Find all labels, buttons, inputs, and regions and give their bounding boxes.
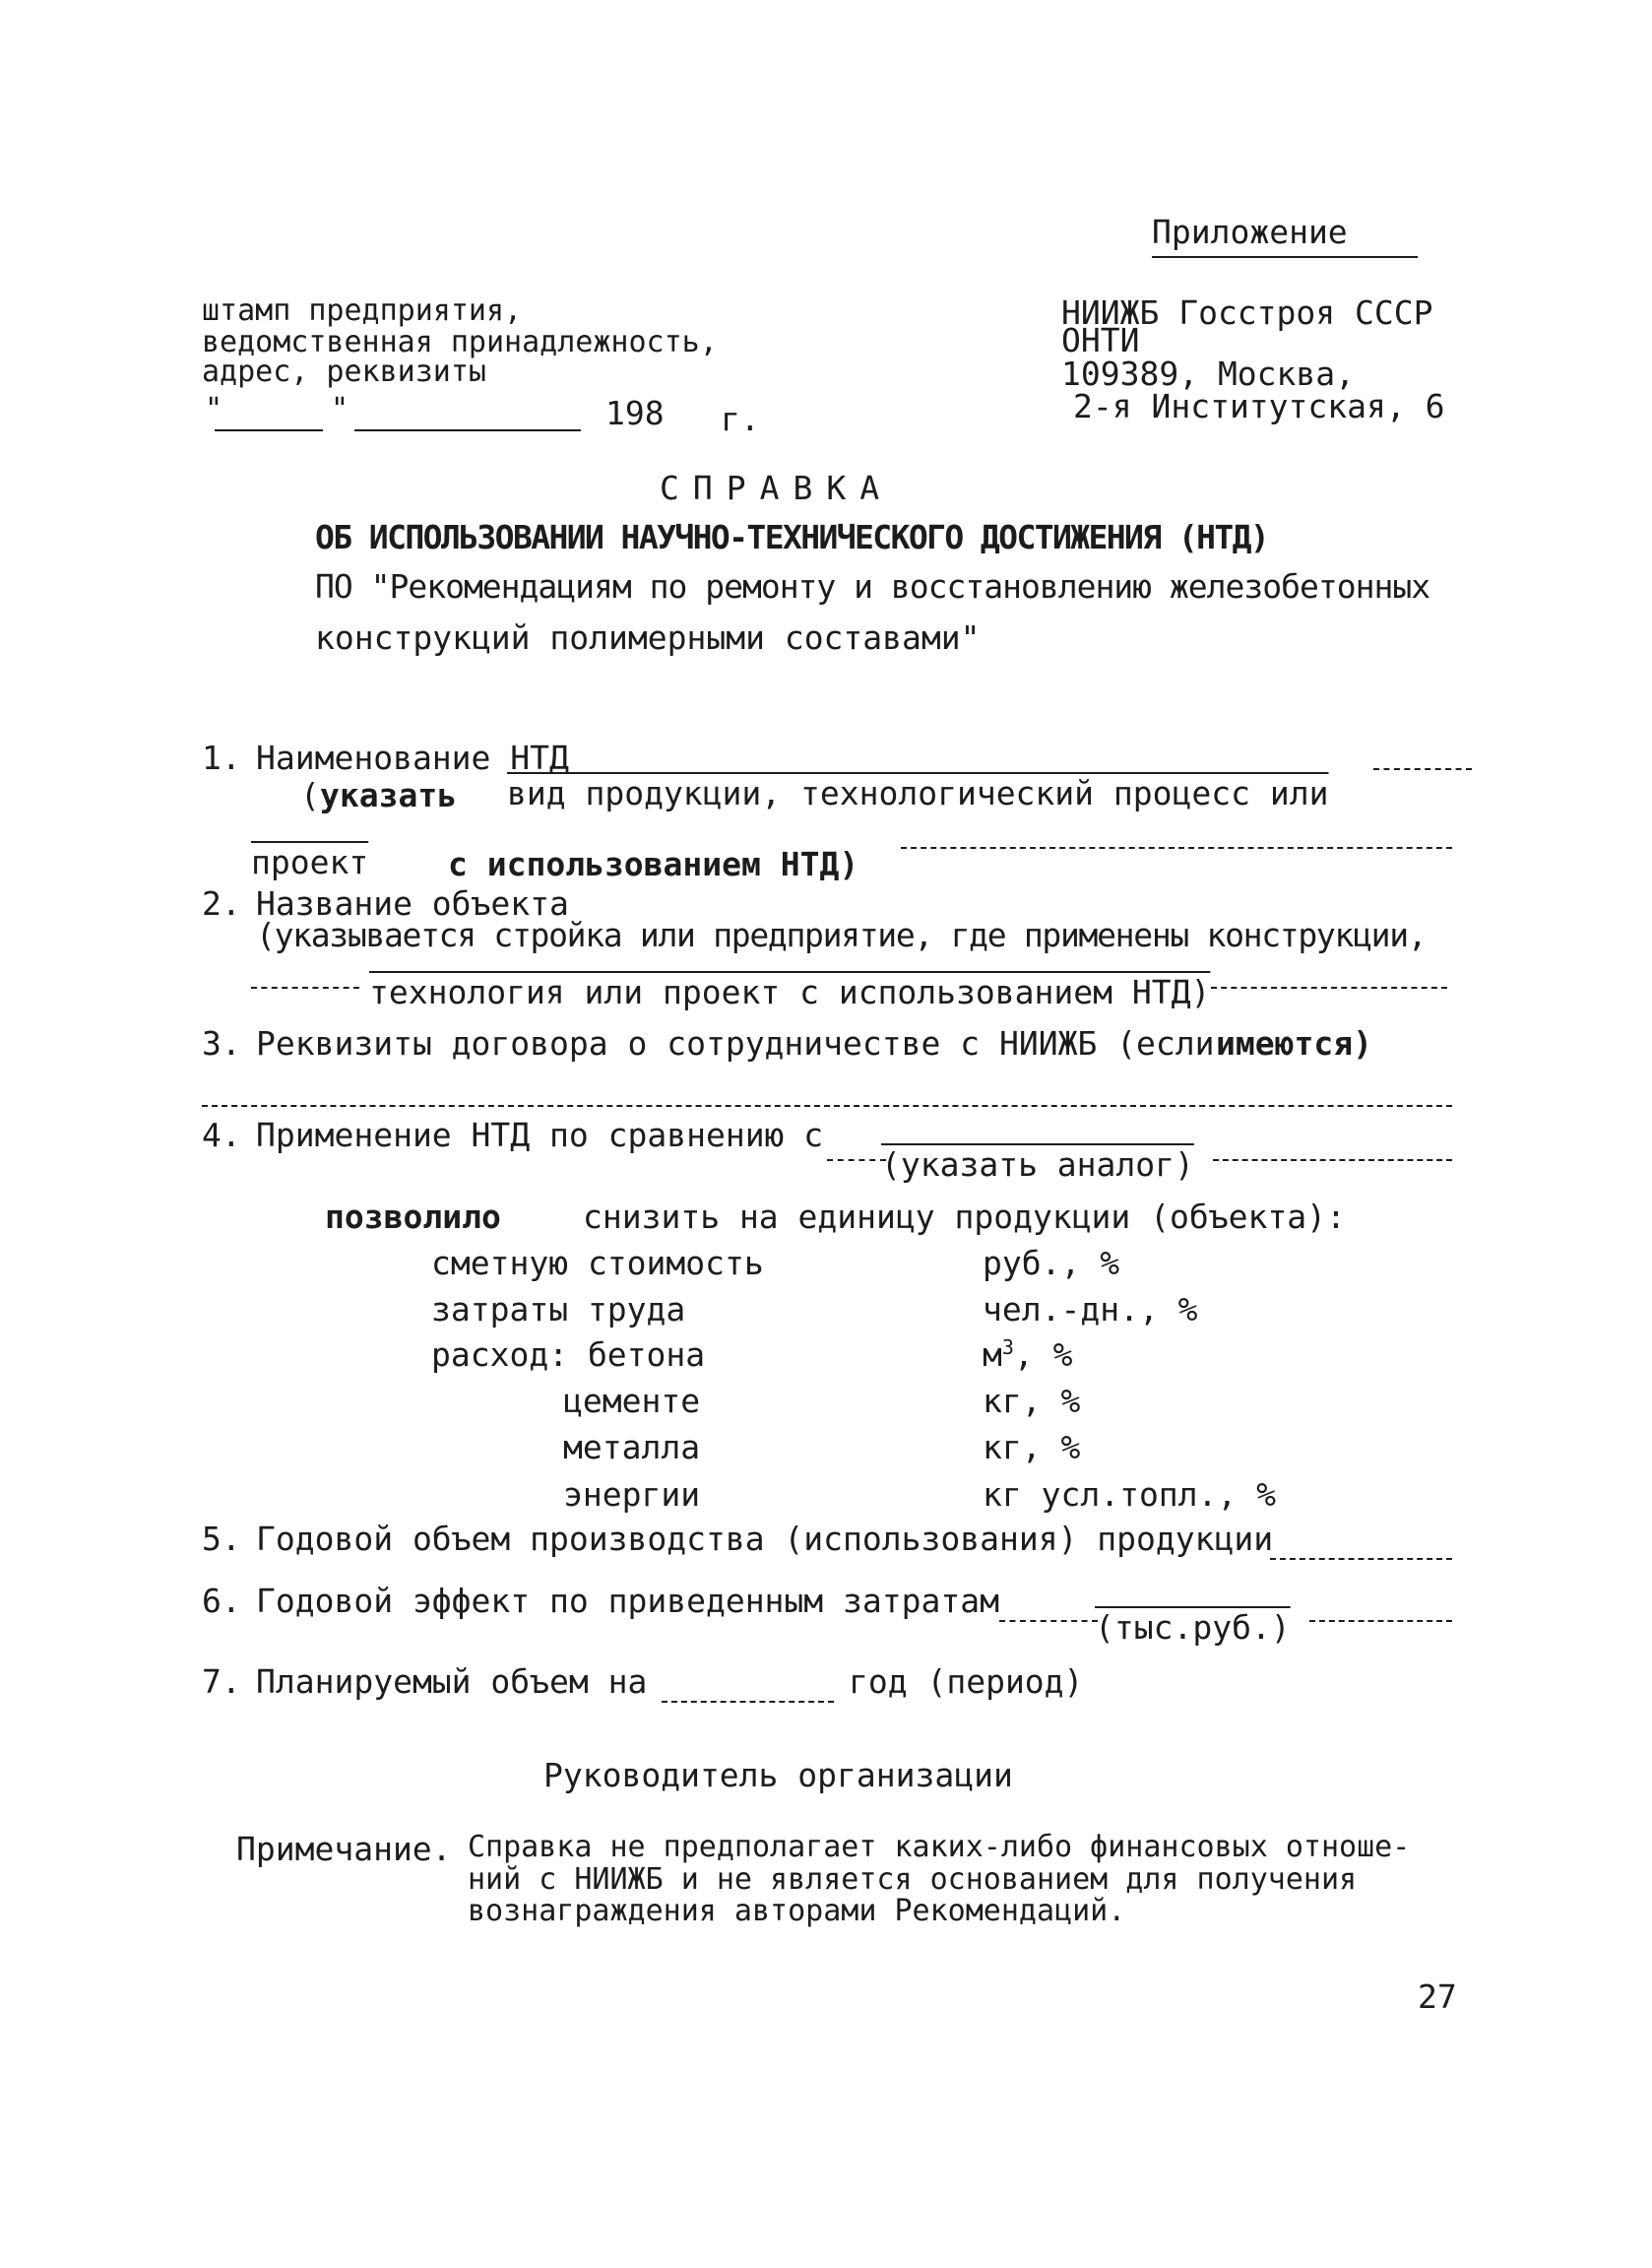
date-month-blank[interactable] [354,429,581,431]
row-3-unit-tail: , % [1013,1335,1073,1374]
item-3-blank[interactable] [202,1105,1452,1107]
note-line-2: ний с НИИЖБ и не является основанием для получения [468,1862,1358,1897]
item-3-label-bold: имеются) [1216,1024,1372,1063]
item-7-label-b: год (период) [849,1662,1084,1701]
item-1-hint-bold: указать [320,776,458,814]
row-6-label: энергии [563,1475,701,1514]
item-1-label: Наименование НТД [256,739,569,777]
item-6-blank-b[interactable] [1309,1620,1452,1622]
item-2-blank-b[interactable] [1211,987,1447,989]
row-5-label: металла [563,1428,701,1466]
row-4-unit: кг, % [983,1382,1081,1420]
document-title-line-4: конструкций полимерными составами" [315,618,981,657]
item-2-number: 2. [202,884,241,923]
date-day-blank[interactable] [215,429,323,431]
item-4-hint: (указать аналог) [881,1145,1194,1184]
item-6-number: 6. [202,1582,241,1620]
row-4-label: цементе [563,1382,701,1420]
item-1-hint-bold-2: с использованием НТД) [448,845,859,883]
item-1-number: 1. [202,739,241,777]
recipient-line-2: ОНТИ [1061,321,1140,359]
item-2-hint-b: технология или проект с использованием НТД) [369,973,1211,1011]
item-2-blank-a[interactable] [251,987,359,989]
item-1-blank-a[interactable] [1373,768,1472,770]
signature-label: Руководитель организации [543,1756,1013,1794]
row-5-unit: кг, % [983,1428,1081,1466]
item-5-blank[interactable] [1270,1558,1452,1560]
document-subtitle: ОБ ИСПОЛЬЗОВАНИИ НАУЧНО-ТЕХНИЧЕСКОГО ДОСТИЖЕНИЯ (НТД) [315,518,1269,556]
item-4-blank-a[interactable] [827,1159,886,1161]
page-number: 27 [1418,1977,1457,2016]
sender-line-2: ведомственная принадлежность, [202,325,718,359]
note-line-3: вознаграждения авторами Рекомендаций. [468,1894,1126,1928]
item-6-hint: (тыс.руб.) [1095,1608,1291,1647]
document-title: СПРАВКА [660,469,894,507]
item-2-label: Название объекта [256,884,569,923]
row-1-unit: руб., % [983,1244,1120,1282]
document-title-line-3: ПО "Рекомендациям по ремонту и восстановлению железобетонных [315,567,1430,606]
item-2-hint-a: (указывается стройка или предприятие, где применены конструкции, [256,916,1427,954]
item-7-number: 7. [202,1662,241,1701]
date-quote-open: " [205,392,223,426]
item-3-label: Реквизиты договора о сотрудничестве с НИИЖБ (если [256,1024,1215,1063]
allowed-label: позволило [325,1198,501,1236]
row-2-unit: чел.-дн., % [983,1290,1198,1328]
date-quote-close: " [331,392,349,426]
row-3-label: расход: бетона [431,1335,706,1374]
note-line-1: Справка не предполагает каких-либо финансовых отноше- [468,1830,1411,1864]
item-4-label: Применение НТД по сравнению с [256,1116,824,1154]
recipient-line-1: НИИЖБ Госстроя СССР [1061,293,1433,332]
allowed-text: снизить на единицу продукции (объекта): [583,1198,1346,1236]
recipient-line-4: 2-я Институтская, 6 [1073,387,1445,425]
date-year-suffix: г. [721,400,760,438]
item-5-label: Годовой объем производства (использования) продукции [256,1520,1274,1558]
appendix-underline [1152,256,1418,258]
item-3-number: 3. [202,1024,241,1063]
row-3-unit [983,1337,1073,1373]
item-7-blank[interactable] [662,1701,834,1703]
item-6-blank-a[interactable] [999,1620,1098,1622]
row-3-unit-sup: 3 [1001,1335,1014,1359]
sender-line-3: адрес, реквизиты [202,355,486,389]
recipient-line-3: 109389, Москва, [1061,355,1356,393]
item-1-blank-b[interactable] [901,847,1452,849]
item-5-number: 5. [202,1520,241,1558]
item-6-label: Годовой эффект по приведенным затратам [256,1582,999,1620]
appendix-label: Приложение [1152,213,1348,251]
row-1-label: сметную стоимость [431,1244,764,1282]
item-1-hint-b: проект [251,843,369,881]
item-4-number: 4. [202,1116,241,1154]
item-1-hint-a: вид продукции, технологический процесс или [507,774,1329,812]
item-4-blank-b[interactable] [1213,1159,1452,1161]
row-6-unit: кг усл.топл., % [983,1475,1277,1514]
row-2-label: затраты труда [431,1290,686,1328]
item-7-label-a: Планируемый объем на [256,1662,648,1701]
date-year: 198 [605,394,665,432]
row-3-unit-base: м [983,1335,1002,1374]
note-label: Примечание. [236,1830,452,1868]
item-1-paren: ( [300,776,320,814]
sender-line-1: штамп предприятия, [202,293,523,328]
